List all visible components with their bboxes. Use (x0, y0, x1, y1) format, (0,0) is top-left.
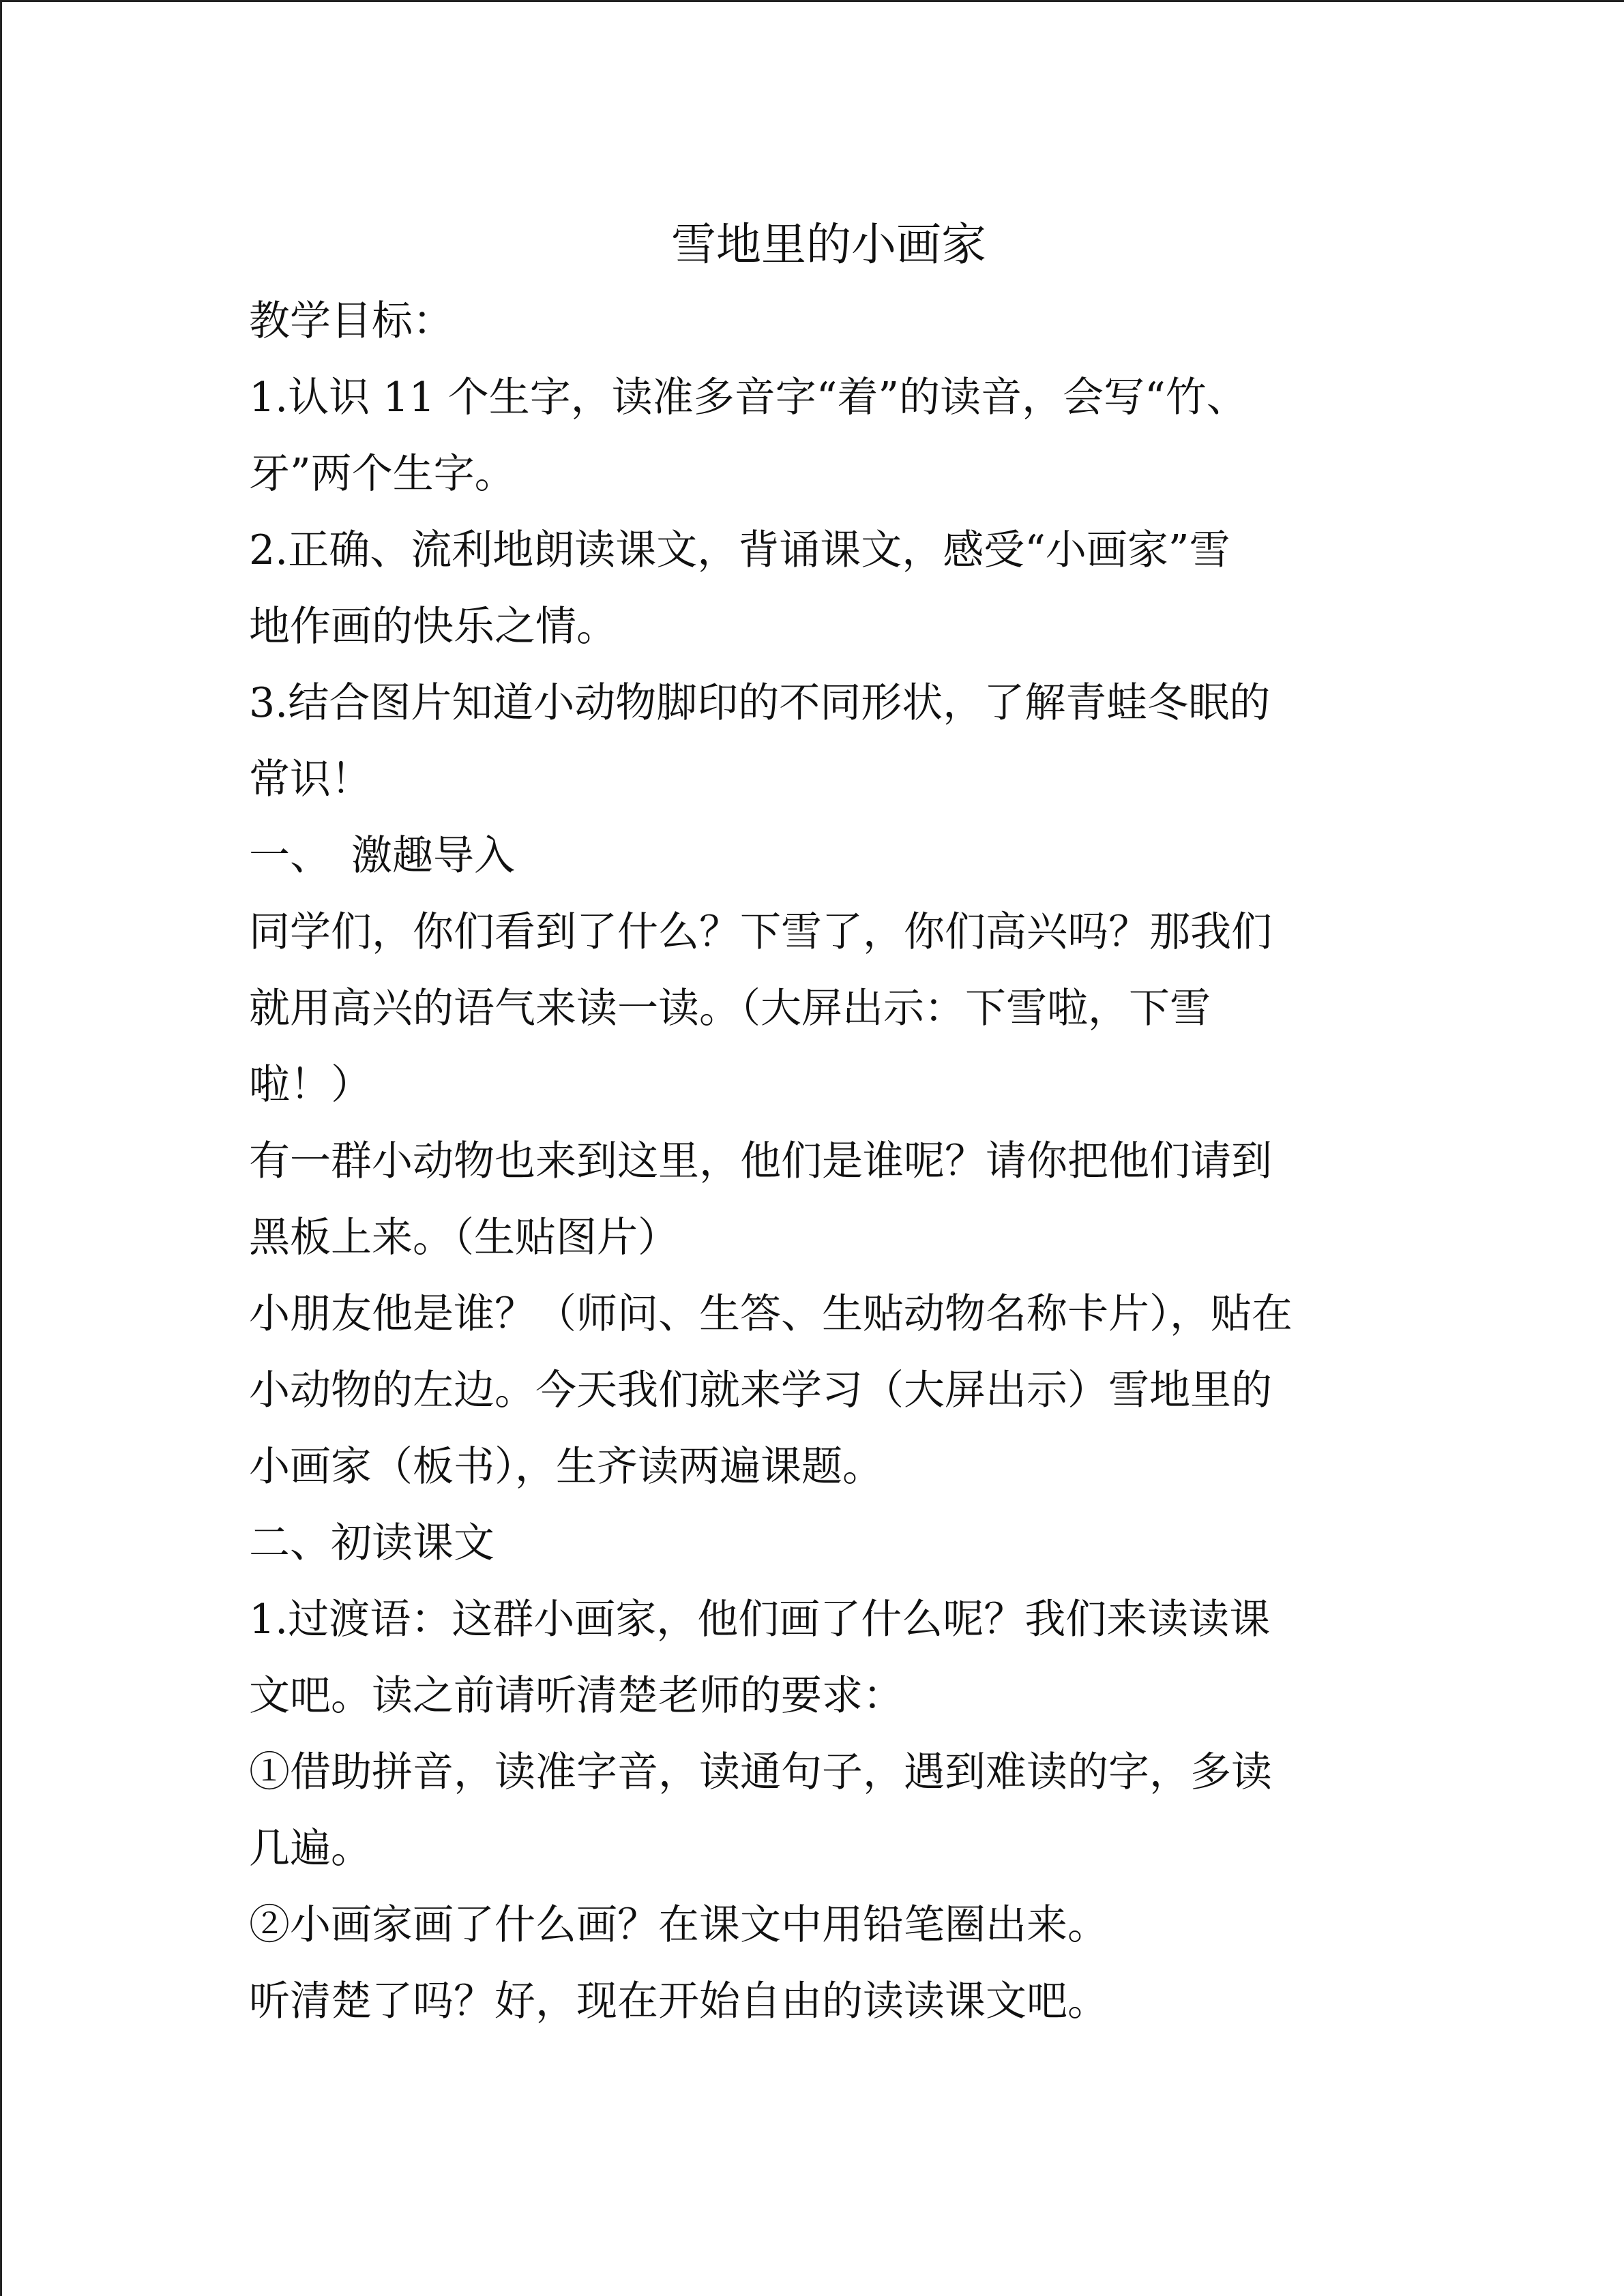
section-heading-first-reading: 二、初读课文 (249, 1519, 494, 1567)
paragraph-line: 小动物的左边。今天我们就来学习（大屏出示）雪地里的 (249, 1367, 1272, 1414)
paragraph-line: 听清楚了吗？好，现在开始自由的读读课文吧。 (249, 1978, 1108, 2025)
paragraph-line: 1.认识 11 个生字，读准多音字“着”的读音，会写“竹、 (249, 374, 1247, 421)
paragraph-line: 同学们，你们看到了什么？下雪了，你们高兴吗？那我们 (249, 908, 1272, 956)
paragraph-line: 文吧。读之前请听清楚老师的要求： (249, 1672, 904, 1720)
paragraph-line: 2.正确、流利地朗读课文，背诵课文，感受“小画家”雪 (249, 526, 1230, 574)
paragraph-line: 1.过渡语：这群小画家，他们画了什么呢？我们来读读课 (249, 1596, 1271, 1643)
list-item-line: ①借助拼音，读准字音，读通句子，遇到难读的字，多读 (249, 1748, 1272, 1796)
paragraph-line: 黑板上来。（生贴图片） (249, 1214, 679, 1262)
paragraph-line: 地作画的快乐之情。 (249, 603, 617, 651)
document-title: 雪地里的小画家 (671, 218, 986, 271)
paragraph-line: 有一群小动物也来到这里，他们是谁呢？请你把他们请到 (249, 1137, 1272, 1185)
paragraph-line: 牙”两个生字。 (249, 450, 516, 498)
paragraph-line: 啦！） (249, 1061, 372, 1109)
section-heading-intro: 一、 激趣导入 (249, 832, 515, 880)
paragraph-line: 3.结合图片知道小动物脚印的不同形状，了解青蛙冬眠的 (249, 679, 1271, 727)
paragraph-line: 常识！ (249, 756, 372, 803)
section-label-objectives: 教学目标： (249, 297, 454, 345)
list-item-line: 几遍。 (249, 1825, 372, 1873)
paragraph-line: 小朋友他是谁？（师问、生答、生贴动物名称卡片），贴在 (249, 1290, 1293, 1338)
paragraph-line: 就用高兴的语气来读一读。（大屏出示：下雪啦，下雪 (249, 985, 1211, 1032)
paragraph-line: 小画家（板书），生齐读两遍课题。 (249, 1443, 883, 1491)
list-item-line: ②小画家画了什么画？在课文中用铅笔圈出来。 (249, 1901, 1108, 1949)
document-body (249, 207, 1395, 2040)
